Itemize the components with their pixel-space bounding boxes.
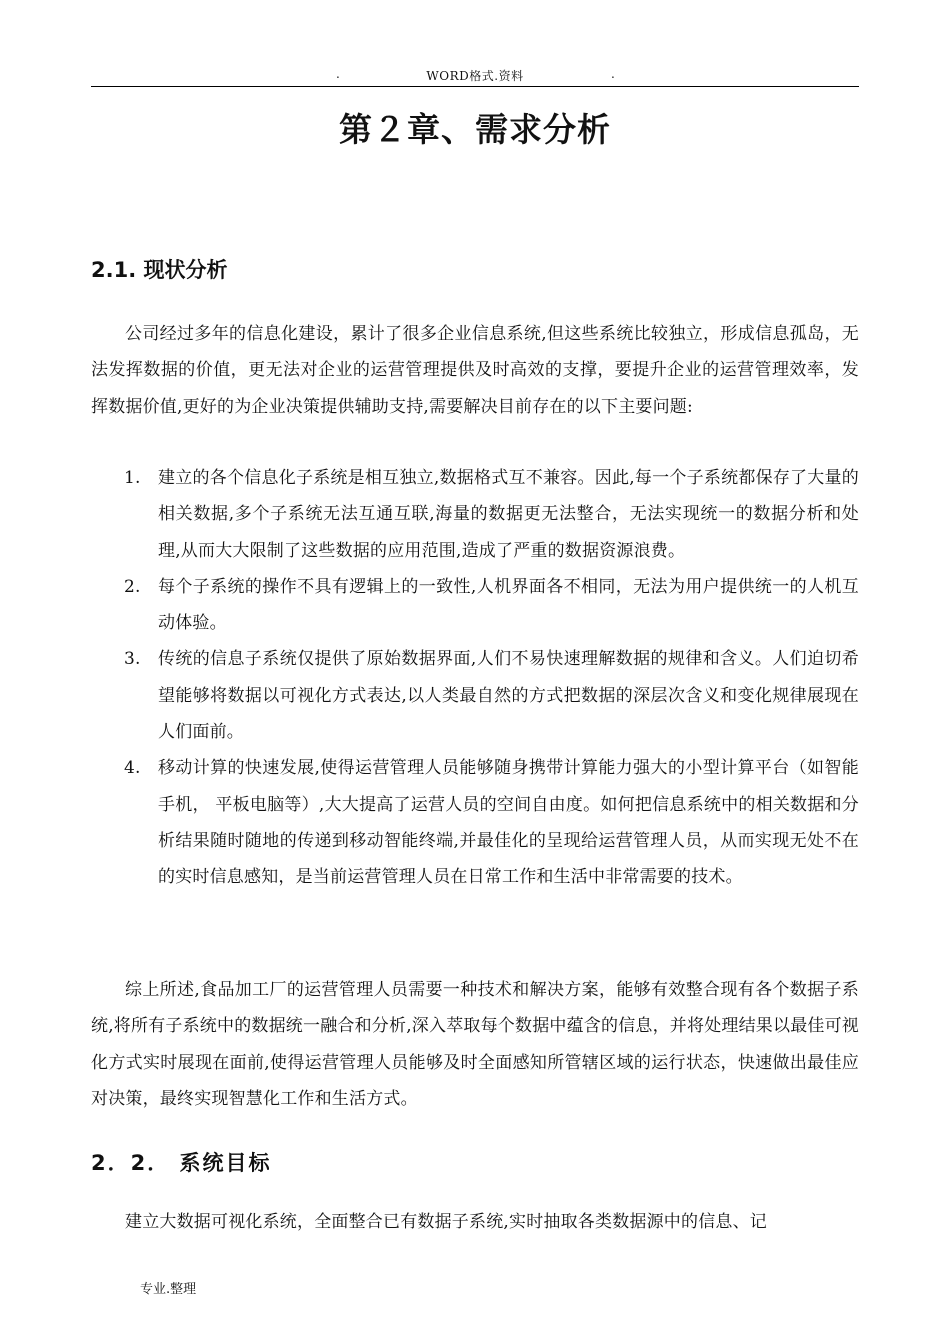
header-dot-left: . — [336, 67, 340, 81]
header-dot-right: . — [611, 67, 615, 81]
page-footer: 专业.整理 — [140, 1282, 197, 1297]
list-item-text: 传统的信息子系统仅提供了原始数据界面,人们不易快速理解数据的规律和含义。人们迫切希望能够将数据以可视化方式表达,以人类最自然的方式把数据的深层次含义和变化规律展现在人们面前。 — [158, 649, 859, 743]
problem-list — [91, 460, 859, 896]
list-item-number: 4. — [124, 758, 141, 779]
list-item-number: 1. — [124, 468, 141, 488]
list-item-number: 2. — [124, 576, 141, 597]
list-item — [91, 460, 859, 569]
list-item-text: 移动计算的快速发展,使得运营管理人员能够随身携带计算能力强大的小型计算平台（如智能手机， 平板电脑等）,大大提高了运营人员的空间自由度。如何把信息系统中的相关数据和分析结果随时随地的传递到移动智能终端,并最佳化的呈现给运营管理人员，从而实现无处不在的实时信息感知，是当前运营管理人员在日常工作和生活中非常需要的技术。 — [158, 758, 859, 888]
intro-paragraph: 公司经过多年的信息化建设，累计了很多企业信息系统,但这些系统比较独立，形成信息孤岛，无法发挥数据的价值，更无法对企业的运营管理提供及时高效的支撑，要提升企业的运营管理效率，发挥数据价值,更好的为企业决策提供辅助支持,需要解决目前存在的以下主要问题: — [91, 324, 859, 417]
header-text: WORD格式.资料 — [426, 69, 524, 83]
page-header — [91, 66, 859, 87]
list-item — [91, 569, 859, 642]
list-item — [91, 641, 859, 750]
list-item-number: 3. — [124, 649, 141, 670]
goals-paragraph: 建立大数据可视化系统，全面整合已有数据子系统,实时抽取各类数据源中的信息、记 — [125, 1212, 768, 1232]
chapter-title: 第２章、需求分析 — [339, 110, 611, 149]
list-item-text: 每个子系统的操作不具有逻辑上的一致性,人机界面各不相同，无法为用户提供统一的人机互动体验。 — [158, 576, 859, 634]
list-item-text: 建立的各个信息化子系统是相互独立,数据格式互不兼容。因此,每一个子系统都保存了大量的相关数据,多个子系统无法互通互联,海量的数据更无法整合，无法实现统一的数据分析和处理,从而大大限制了这些数据的应用范围,造成了严重的数据资源浪费。 — [158, 468, 859, 561]
section-heading-current-status: 2.1. 现状分析 — [91, 258, 228, 282]
summary-paragraph: 综上所述,食品加工厂的运营管理人员需要一种技术和解决方案，能够有效整合现有各个数据子系统,将所有子系统中的数据统一融合和分析,深入萃取每个数据中蕴含的信息，并将处理结果以最佳可视化方式实时展现在面前,使得运营管理人员能够及时全面感知所管辖区域的运行状态，快速做出最佳应对决策，最终实现智慧化工作和生活方式。 — [91, 980, 860, 1109]
section-heading-system-goals: 2．2． 系统目标 — [91, 1151, 272, 1175]
list-item — [91, 750, 859, 895]
